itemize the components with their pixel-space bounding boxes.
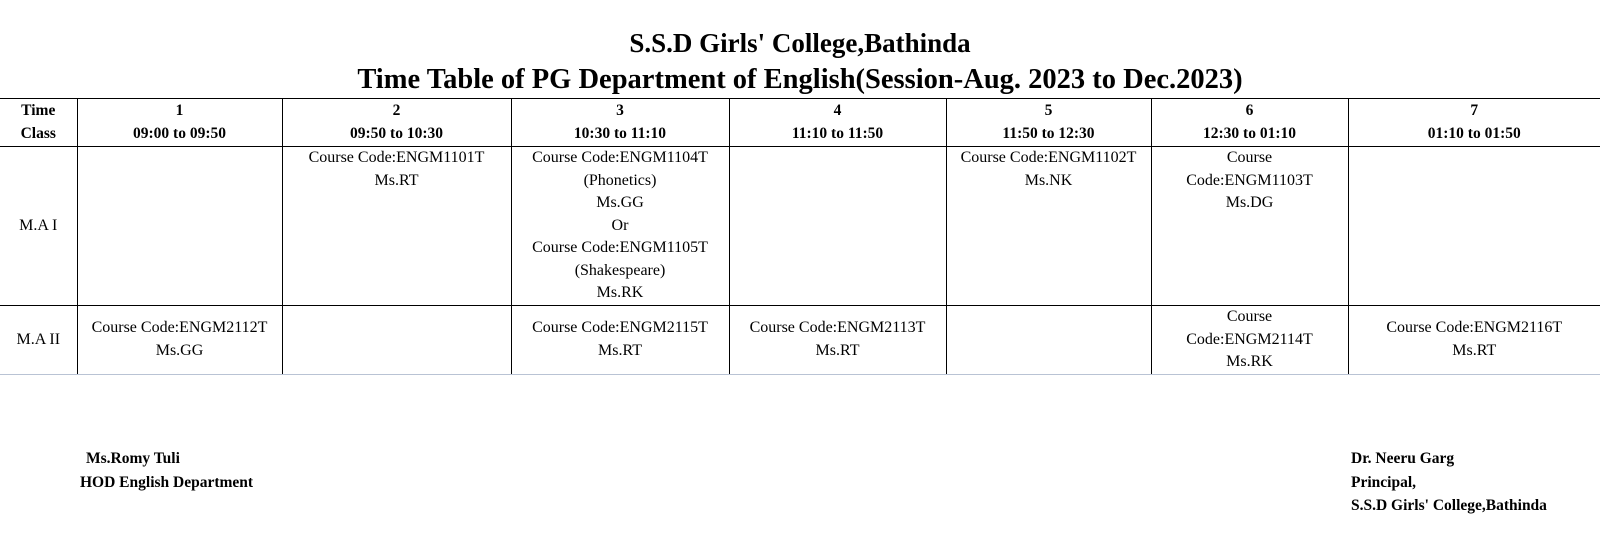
period-time: 11:50 to 12:30: [1002, 124, 1095, 142]
period-time: 09:50 to 10:30: [350, 124, 443, 142]
schedule-cell: [729, 306, 946, 375]
principal-title: Principal,: [1351, 473, 1417, 491]
course-code: Course Code:ENGM1102T: [960, 149, 1137, 166]
course-code: Course Code:ENGM1105T: [532, 239, 708, 256]
teacher: Ms.RK: [1226, 353, 1273, 370]
course-code: Course Code:ENGM2116T: [1386, 319, 1563, 337]
schedule-cell: [729, 147, 946, 306]
schedule-cell: [1151, 306, 1348, 375]
course-code: Course Code:ENGM2115T: [532, 319, 708, 337]
hod-name: Ms.Romy Tuli: [86, 450, 180, 467]
period-number: 5: [1044, 102, 1053, 119]
schedule-cell: [511, 306, 729, 375]
hod-signature: [80, 447, 253, 494]
course-code: Course Code:ENGM1104T: [532, 149, 708, 166]
teacher: Ms.RK: [596, 284, 644, 301]
period-header: [77, 99, 282, 147]
period-number: 4: [833, 102, 842, 119]
course-code-prefix: Course: [1226, 149, 1273, 166]
period-header: [1151, 99, 1348, 147]
period-time: 01:10 to 01:50: [1427, 124, 1521, 142]
college-title: S.S.D Girls' College,Bathinda: [629, 28, 971, 58]
period-header: [946, 99, 1151, 147]
class-row-ma2: [0, 306, 1600, 375]
schedule-cell: [946, 306, 1151, 375]
corner-class-label: Class: [20, 124, 56, 142]
schedule-cell: [946, 147, 1151, 306]
teacher: Ms.RT: [1452, 341, 1497, 359]
period-header: [282, 99, 511, 147]
period-header: [729, 99, 946, 147]
period-time: 10:30 to 11:10: [573, 124, 667, 142]
teacher: Ms.DG: [1225, 194, 1274, 211]
course-subject: (Phonetics): [583, 171, 657, 189]
period-header: [511, 99, 729, 147]
class-label: M.A I: [0, 147, 77, 306]
course-code: Code:ENGM1103T: [1186, 171, 1313, 189]
period-number: 3: [616, 102, 624, 119]
course-code: Course Code:ENGM2113T: [749, 319, 926, 337]
teacher: Ms.RT: [815, 341, 860, 359]
course-subject: (Shakespeare): [574, 261, 666, 279]
principal-institution: S.S.D Girls' College,Bathinda: [1351, 497, 1547, 514]
teacher: Ms.RT: [374, 171, 419, 189]
period-number: 6: [1245, 102, 1254, 119]
teacher: Ms.RT: [598, 341, 642, 359]
header-row: [0, 99, 1600, 147]
principal-signature: [1351, 447, 1547, 518]
class-row-ma1: [0, 147, 1600, 306]
schedule-cell: [1348, 147, 1600, 306]
principal-name: Dr. Neeru Garg: [1351, 450, 1455, 467]
schedule-cell: [511, 147, 729, 306]
schedule-cell: [282, 306, 511, 375]
course-code: Course Code:ENGM1101T: [308, 149, 485, 166]
teacher: Ms.GG: [596, 194, 644, 211]
course-code: Code:ENGM2114T: [1186, 330, 1313, 348]
period-time: 11:10 to 11:50: [791, 124, 884, 142]
schedule-cell: [1348, 306, 1600, 375]
period-time: 12:30 to 01:10: [1203, 124, 1296, 142]
timetable: [0, 98, 1600, 375]
schedule-cell: [77, 306, 282, 375]
schedule-cell: [77, 147, 282, 306]
schedule-cell: [282, 147, 511, 306]
period-number: 7: [1470, 102, 1479, 119]
schedule-cell: [1151, 147, 1348, 306]
class-label: M.A II: [0, 306, 77, 375]
teacher: Ms.NK: [1024, 171, 1073, 189]
or-separator: Or: [611, 216, 629, 234]
course-code: Course Code:ENGM2112T: [91, 319, 268, 337]
timetable-title: Time Table of PG Department of English(Session-Aug. 2023 to Dec.2023): [357, 64, 1243, 95]
period-number: 2: [392, 102, 401, 119]
corner-header: [0, 99, 77, 147]
hod-title: HOD English Department: [80, 473, 254, 491]
period-number: 1: [175, 102, 184, 119]
period-header: [1348, 99, 1600, 147]
corner-time-label: Time: [21, 102, 56, 119]
teacher: Ms.GG: [155, 341, 204, 359]
period-time: 09:00 to 09:50: [133, 124, 226, 142]
course-code-prefix: Course: [1226, 308, 1273, 325]
